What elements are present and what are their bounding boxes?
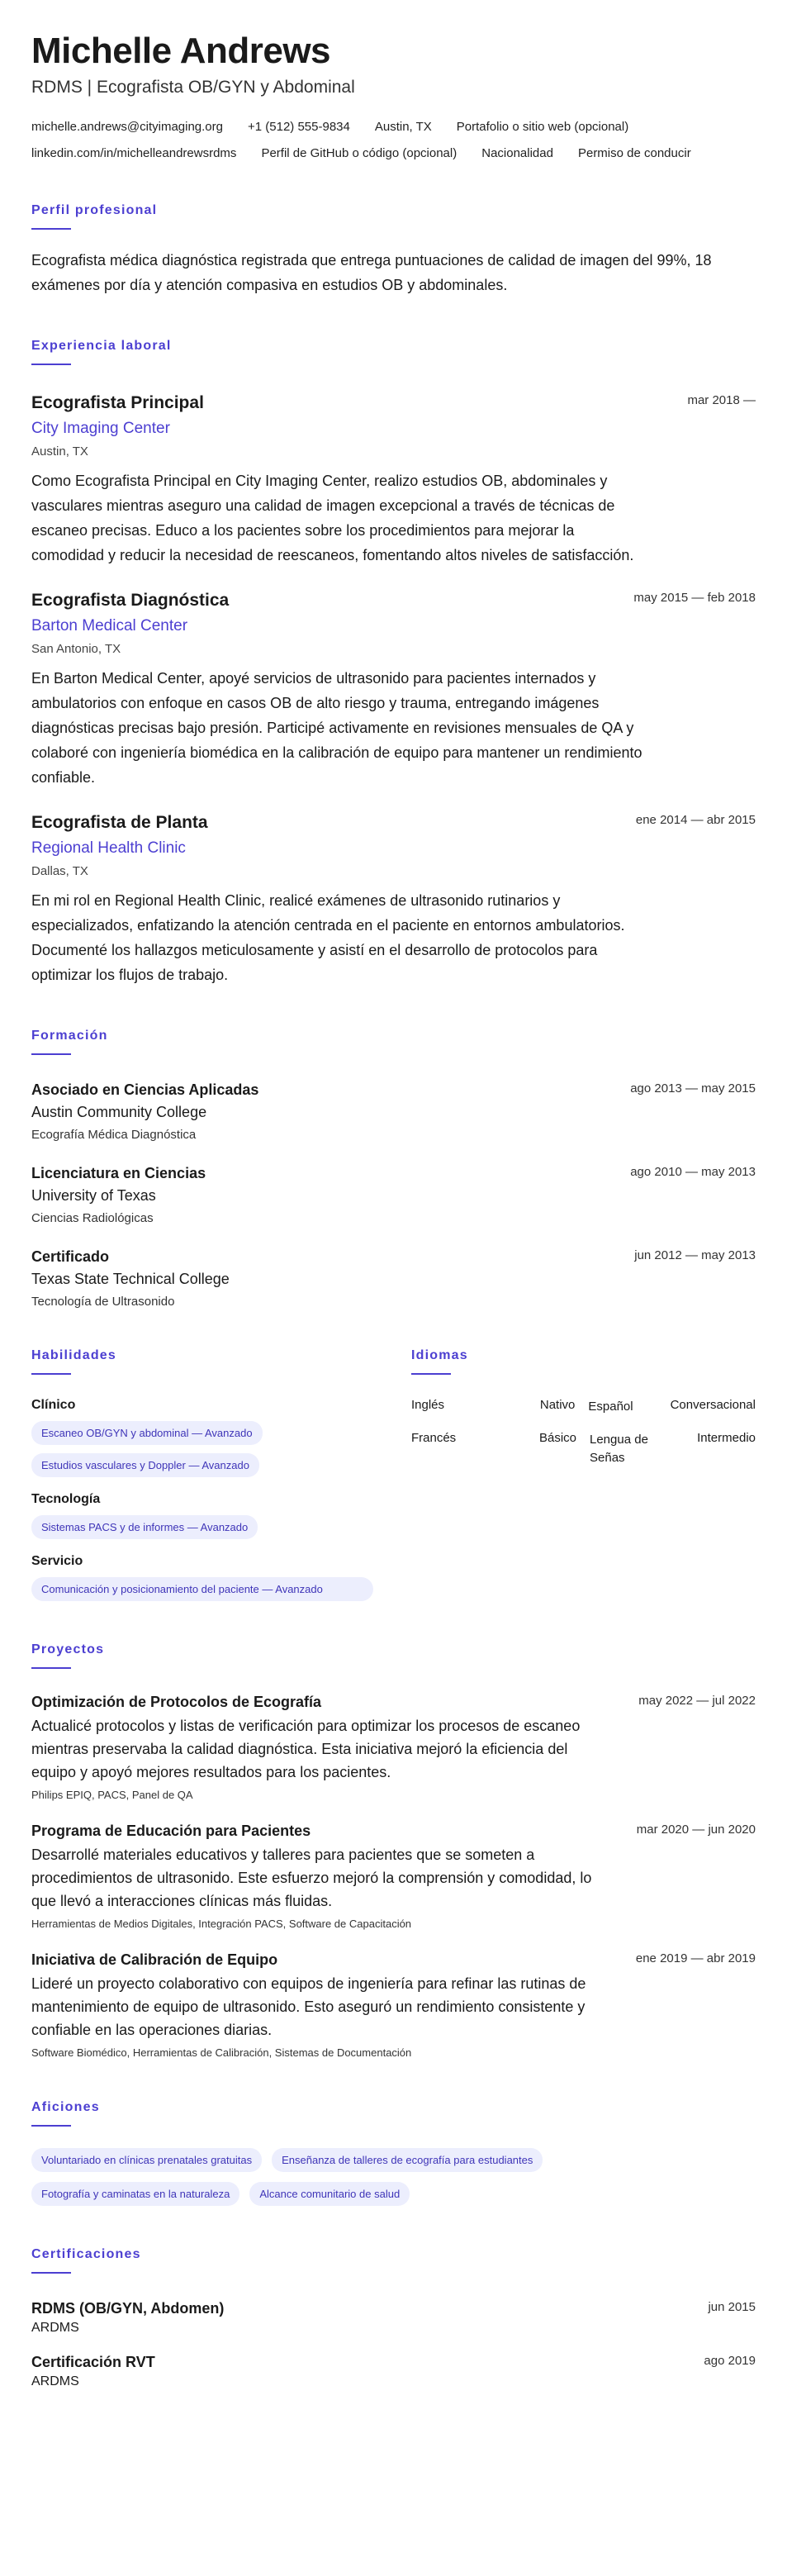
language-name: Lengua de Señas	[590, 1433, 648, 1465]
job-dates: may 2015 — feb 2018	[633, 591, 756, 605]
education-entry	[31, 1081, 756, 1142]
hobby-chip: Alcance comunitario de salud	[249, 2182, 410, 2206]
language-name: Español	[588, 1400, 633, 1414]
project-title: Iniciativa de Calibración de Equipo	[31, 1951, 278, 1968]
education-school: Texas State Technical College	[31, 1271, 230, 1287]
job-location: San Antonio, TX	[31, 642, 121, 656]
project-tech: Software Biomédico, Herramientas de Calibración, Sistemas de Documentación	[31, 2046, 412, 2059]
skill-chip: Sistemas PACS y de informes — Avanzado	[31, 1515, 258, 1539]
skills-languages-row	[31, 1348, 756, 1601]
section-divider	[31, 228, 71, 230]
section-title: Aficiones	[31, 2100, 100, 2114]
languages-section	[411, 1348, 756, 1601]
education-field: Tecnología de Ultrasonido	[31, 1295, 175, 1309]
contact-location: Austin, TX	[374, 120, 432, 134]
resume-header	[31, 30, 756, 162]
skill-category: Clínico	[31, 1398, 76, 1412]
certification-date: ago 2019	[704, 2354, 756, 2368]
job-dates: mar 2018 —	[687, 393, 756, 407]
profile-section	[31, 203, 756, 297]
language-level: Conversacional	[670, 1398, 756, 1412]
project-dates: may 2022 — jul 2022	[638, 1694, 756, 1708]
project-title: Optimización de Protocolos de Ecografía	[31, 1694, 322, 1710]
job-location: Dallas, TX	[31, 864, 88, 878]
language-level: Nativo	[539, 1398, 576, 1412]
job-description: En Barton Medical Center, apoyé servicios de ultrasonido para pacientes internados y ambulatorios con enfoque en casos OB de alto riesgo y trauma, entregando imágenes diagnósticas precisas bajo presión. Participé activamente en revisiones mensuales de QA y colaboré con ingeniería biomédica en la calibración de equipo para mantener un rendimiento confiable.	[31, 670, 642, 786]
language-name: Inglés	[411, 1398, 445, 1412]
project-entry	[31, 1694, 756, 1801]
job-company: City Imaging Center	[31, 420, 170, 437]
contact-email[interactable]: michelle.andrews@cityimaging.org	[31, 120, 223, 134]
project-tech: Philips EPIQ, PACS, Panel de QA	[31, 1789, 193, 1801]
hobby-chip: Fotografía y caminatas en la naturaleza	[31, 2182, 239, 2206]
job-company: Regional Health Clinic	[31, 839, 186, 857]
certification-name: Certificación RVT	[31, 2354, 155, 2370]
project-title: Programa de Educación para Pacientes	[31, 1823, 311, 1839]
education-degree: Licenciatura en Ciencias	[31, 1165, 206, 1181]
contact-nationality: Nacionalidad	[481, 146, 553, 160]
section-title: Experiencia laboral	[31, 339, 172, 353]
certification-issuer: ARDMS	[31, 2374, 79, 2388]
skill-chip: Escaneo OB/GYN y abdominal — Avanzado	[31, 1421, 263, 1445]
skills-section	[31, 1348, 378, 1601]
certification-entry	[31, 2300, 756, 2336]
language-row	[411, 1398, 756, 1416]
certification-issuer: ARDMS	[31, 2321, 79, 2335]
certification-entry	[31, 2354, 756, 2389]
project-entry	[31, 1951, 756, 2059]
education-school: University of Texas	[31, 1187, 156, 1204]
section-divider	[31, 1667, 71, 1669]
profile-summary: Ecografista médica diagnóstica registrada que entrega puntuaciones de calidad de imagen del 99%, 18 exámenes por día y atención compasiva en estudios OB y abdominales.	[31, 252, 712, 293]
education-dates: ago 2010 — may 2013	[630, 1165, 756, 1179]
job-location: Austin, TX	[31, 444, 88, 459]
job-entry	[31, 393, 756, 568]
job-description: Como Ecografista Principal en City Imaging Center, realizo estudios OB, abdominales y vasculares mientras aseguro una calidad de imagen excepcional a través de técnicas de escaneo precisas. Educo a los pacientes sobre los procedimientos para mejorar la comodidad y reducir la necesidad de reescaneos, fomentando altos niveles de satisfacción.	[31, 473, 634, 563]
project-dates: ene 2019 — abr 2019	[635, 1951, 756, 1965]
project-description: Actualicé protocolos y listas de verificación para optimizar los procesos de escaneo mientras preservaba la calidad diagnóstica. Esta iniciativa mejoró la eficiencia del equipo y apoyó mejores resultados para los pacientes.	[31, 1718, 581, 1780]
education-section	[31, 1029, 756, 1309]
job-company: Barton Medical Center	[31, 617, 188, 634]
experience-section	[31, 339, 756, 987]
job-title: Ecografista Diagnóstica	[31, 591, 230, 610]
job-description: En mi rol en Regional Health Clinic, realicé exámenes de ultrasonido rutinarios y especializados, enfatizando la atención centrada en el paciente en entornos ambulatorios. Documenté los hallazgos meticulosamente y asistí en el desarrollo de protocolos para optimizar los flujos de trabajo.	[31, 892, 625, 983]
section-divider	[31, 364, 71, 365]
skill-category: Tecnología	[31, 1492, 101, 1506]
section-title: Certificaciones	[31, 2247, 141, 2261]
skill-chip: Comunicación y posicionamiento del paciente — Avanzado	[31, 1577, 373, 1601]
contact-phone[interactable]: +1 (512) 555-9834	[248, 120, 350, 134]
section-title: Perfil profesional	[31, 203, 158, 217]
skill-chip: Estudios vasculares y Doppler — Avanzado	[31, 1453, 259, 1477]
education-dates: ago 2013 — may 2015	[630, 1081, 756, 1096]
hobby-chip: Voluntariado en clínicas prenatales gratuitas	[31, 2148, 262, 2172]
contact-linkedin[interactable]: linkedin.com/in/michelleandrewsrdms	[31, 146, 237, 160]
section-divider	[31, 1053, 71, 1055]
project-tech: Herramientas de Medios Digitales, Integración PACS, Software de Capacitación	[31, 1918, 412, 1930]
hobby-list	[31, 2148, 756, 2206]
education-degree: Certificado	[31, 1248, 110, 1265]
section-divider	[31, 1373, 71, 1375]
job-entry	[31, 591, 756, 790]
certifications-section	[31, 2247, 756, 2389]
certification-name: RDMS (OB/GYN, Abdomen)	[31, 2300, 225, 2317]
section-divider	[31, 2125, 71, 2127]
language-level: Básico	[538, 1431, 576, 1445]
section-title: Proyectos	[31, 1642, 105, 1656]
education-field: Ecografía Médica Diagnóstica	[31, 1128, 197, 1142]
contact-list	[31, 119, 756, 162]
projects-section	[31, 1642, 756, 2059]
project-dates: mar 2020 — jun 2020	[636, 1823, 756, 1837]
section-divider	[411, 1373, 451, 1375]
contact-portfolio[interactable]: Portafolio o sitio web (opcional)	[456, 120, 629, 134]
project-description: Lideré un proyecto colaborativo con equipos de ingeniería para refinar las rutinas de mantenimiento de equipo de ultrasonido. Esto aseguró un rendimiento consistente y confiable en las operaciones diarias.	[31, 1975, 586, 2038]
job-title: Ecografista de Planta	[31, 813, 208, 832]
language-level: Intermedio	[697, 1431, 756, 1445]
section-title: Habilidades	[31, 1348, 117, 1362]
candidate-headline: RDMS | Ecografista OB/GYN y Abdominal	[31, 78, 355, 97]
language-name: Francés	[411, 1431, 457, 1445]
section-divider	[31, 2272, 71, 2274]
project-entry	[31, 1823, 756, 1930]
job-entry	[31, 813, 756, 987]
education-degree: Asociado en Ciencias Aplicadas	[31, 1081, 259, 1098]
education-school: Austin Community College	[31, 1104, 207, 1120]
education-entry	[31, 1248, 756, 1309]
certification-date: jun 2015	[708, 2300, 756, 2314]
skill-category: Servicio	[31, 1554, 83, 1568]
candidate-name: Michelle Andrews	[31, 31, 331, 71]
job-dates: ene 2014 — abr 2015	[635, 813, 756, 827]
education-entry	[31, 1165, 756, 1225]
contact-driving-license: Permiso de conducir	[577, 146, 691, 160]
education-field: Ciencias Radiológicas	[31, 1211, 154, 1225]
project-description: Desarrollé materiales educativos y talleres para pacientes que se someten a procedimientos de ultrasonido. Este esfuerzo mejoró la comprensión y comodidad, lo que llevó a interacciones clínicas más fluidas.	[31, 1846, 592, 1909]
contact-github[interactable]: Perfil de GitHub o código (opcional)	[261, 146, 458, 160]
hobbies-section	[31, 2100, 756, 2206]
hobby-chip: Enseñanza de talleres de ecografía para estudiantes	[272, 2148, 543, 2172]
education-dates: jun 2012 — may 2013	[634, 1248, 756, 1262]
section-title: Idiomas	[411, 1348, 468, 1362]
section-title: Formación	[31, 1029, 108, 1043]
job-title: Ecografista Principal	[31, 393, 204, 412]
language-row	[411, 1431, 756, 1467]
